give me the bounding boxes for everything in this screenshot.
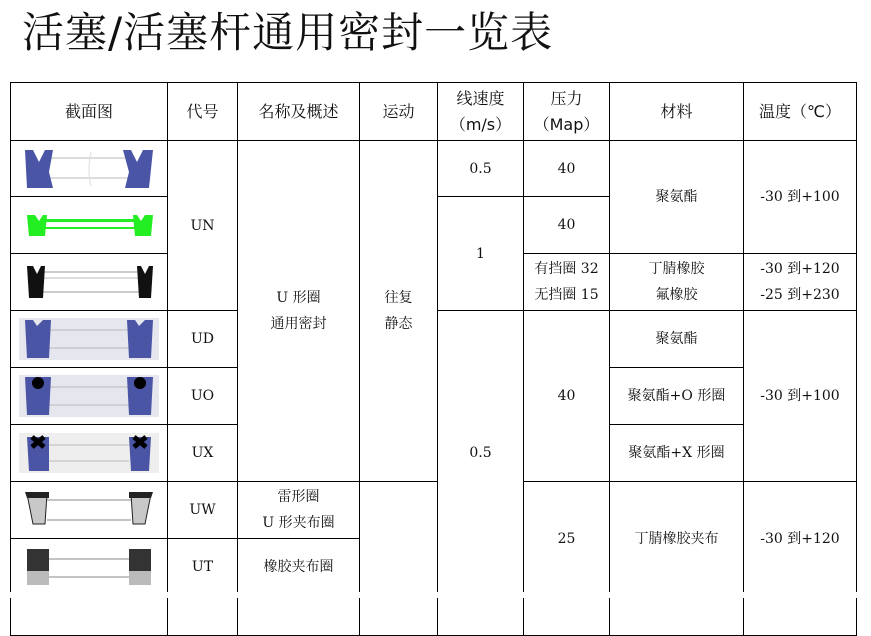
u-seal-blue-o-ring-icon (19, 375, 159, 417)
u-seal-blue-x-ring-icon (19, 433, 159, 473)
u-seal-blue-wide-icon (21, 148, 157, 190)
table-row (11, 482, 857, 539)
temp-2 (744, 254, 857, 311)
material-pu-x: 聚氨酯+X 形圈 (610, 425, 744, 482)
u-seal-green-icon (21, 210, 157, 240)
temp-4: -30 到+120 (744, 482, 857, 596)
header-pressure (524, 83, 610, 141)
material-pu2: 聚氨酯 (610, 311, 744, 368)
pressure-3-line1: 有挡圈 32 (534, 261, 599, 277)
code-ud: UD (168, 311, 238, 368)
table-row (11, 596, 857, 636)
section-image-cell (11, 141, 168, 197)
material-nbr-fkm (610, 254, 744, 311)
pressure-2: 40 (524, 197, 610, 254)
pressure-4: 40 (524, 311, 610, 482)
page-title: 活塞/活塞杆通用密封一览表 (22, 8, 554, 57)
name-uw (238, 482, 360, 539)
material-fkm: 氟橡胶 (655, 287, 698, 303)
speed-3: 0.5 (438, 311, 524, 596)
table-row (11, 141, 857, 197)
motion-uw-ut (360, 482, 438, 596)
motion-line1: 往复 (384, 290, 413, 306)
name-ut: 橡胶夹布圈 (238, 539, 360, 596)
code-un: UN (168, 141, 238, 311)
header-row (11, 83, 857, 141)
temp-1: -30 到+100 (744, 141, 857, 254)
name-u-seal (238, 141, 360, 482)
motion-u (360, 141, 438, 482)
section-image-cell (11, 368, 168, 425)
pressure-1: 40 (524, 141, 610, 197)
name-uw-line2: U 形夹布圈 (262, 515, 335, 531)
u-seal-black-icon (21, 264, 157, 300)
temp-2-line2: -25 到+230 (760, 287, 840, 303)
section-image-cell (11, 425, 168, 482)
header-speed-line1: 线速度 (456, 88, 505, 108)
code-ut: UT (168, 539, 238, 596)
header-speed (438, 83, 524, 141)
motion-line2: 静态 (384, 316, 413, 332)
speed-1: 0.5 (438, 141, 524, 197)
name-u-line1: U 形圈 (276, 290, 321, 306)
section-image-cell (11, 539, 168, 596)
fabric-seal-ut-icon (21, 547, 157, 587)
material-pu-o: 聚氨酯+O 形圈 (610, 368, 744, 425)
header-material: 材料 (610, 83, 744, 141)
header-speed-line2: （m/s） (449, 114, 512, 134)
code-ux: UX (168, 425, 238, 482)
material-pu: 聚氨酯 (610, 141, 744, 254)
header-name: 名称及概述 (238, 83, 360, 141)
code-uo: UO (168, 368, 238, 425)
pressure-5: 25 (524, 482, 610, 596)
material-nbr: 丁腈橡胶 (648, 261, 705, 277)
header-motion: 运动 (360, 83, 438, 141)
section-image-cell (11, 197, 168, 254)
header-code: 代号 (168, 83, 238, 141)
temp-2-line1: -30 到+120 (760, 261, 840, 277)
u-seal-blue-ud-icon (19, 318, 159, 360)
speed-2: 1 (438, 197, 524, 311)
header-pressure-line1: 压力 (550, 88, 583, 108)
section-image-cell (11, 311, 168, 368)
section-image-cell (11, 482, 168, 539)
header-pressure-line2: （Map） (533, 114, 600, 134)
pressure-3 (524, 254, 610, 311)
material-nbr-fabric: 丁腈橡胶夹布 (610, 482, 744, 596)
header-temp: 温度（℃） (744, 83, 857, 141)
name-u-line2: 通用密封 (270, 316, 327, 332)
code-uw: UW (168, 482, 238, 539)
pressure-3-line2: 无挡圈 15 (534, 287, 599, 303)
page-crop-mask (0, 592, 871, 598)
section-image-cell (11, 254, 168, 311)
temp-3: -30 到+100 (744, 311, 857, 482)
seal-table (10, 82, 857, 636)
header-section: 截面图 (11, 83, 168, 141)
name-uw-line1: 雷形圈 (277, 489, 320, 505)
fabric-seal-uw-icon (21, 490, 157, 530)
